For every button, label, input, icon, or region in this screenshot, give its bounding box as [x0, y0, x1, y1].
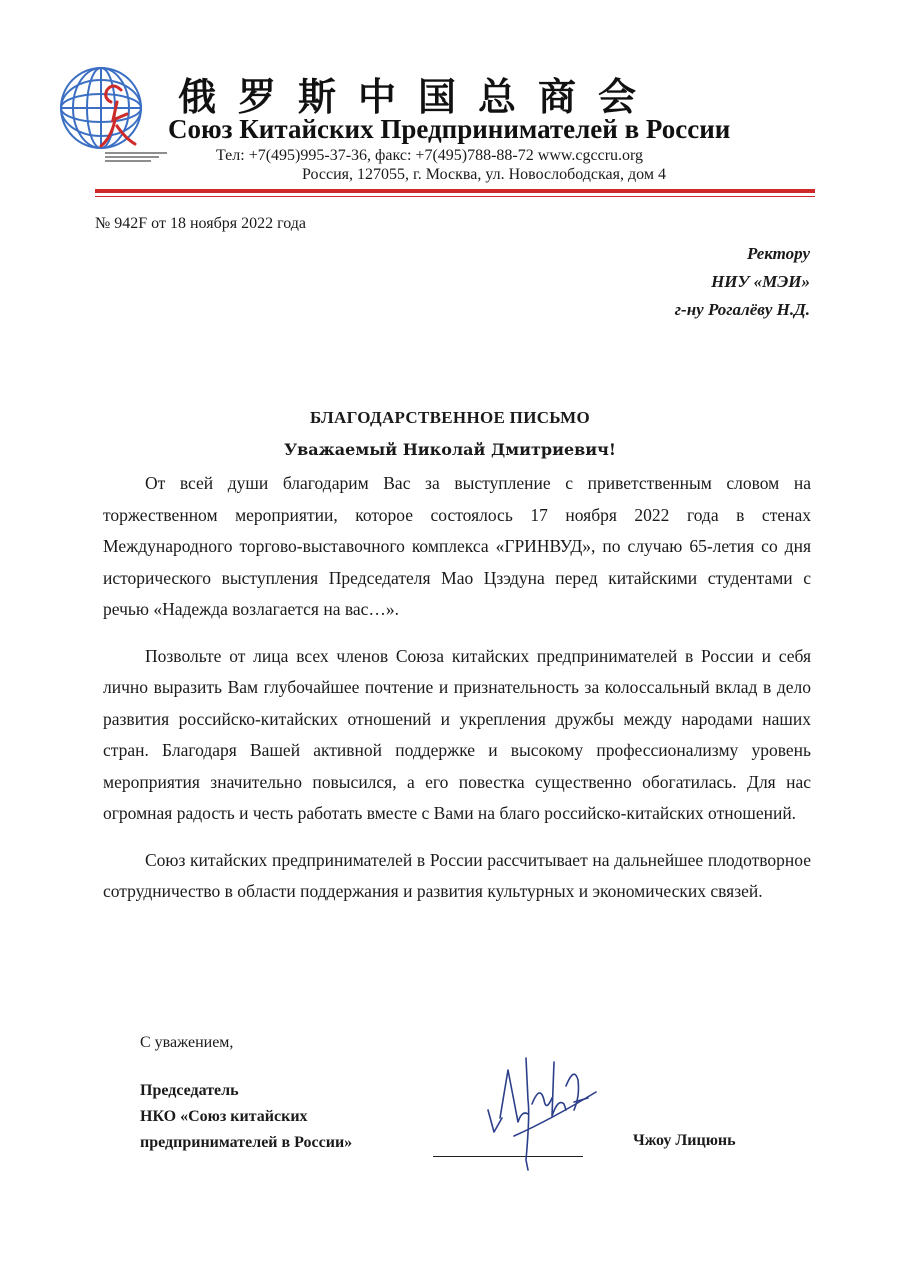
signer-name: Чжоу Лицюнь [633, 1132, 736, 1149]
letter-body [103, 468, 811, 923]
signatory-organization-line1: НКО «Союз китайских [140, 1108, 308, 1125]
contact-details: Тел: +7(495)995-37-36, факс: +7(495)788-88-72 www.cgccru.org [216, 147, 644, 164]
organization-name-russian: Союз Китайских Предпринимателей в России [168, 114, 731, 144]
body-paragraph: Позвольте от лица всех членов Союза китайских предпринимателей в России и себя лично выразить Вам глубочайшее почтение и признательность за колоссальный вклад в дело развития российско-китайских отношений и укрепления дружбы между народами наших стран. Благодаря Вашей активной поддержке и высокому профессионализму уровень мероприятия значительно повысился, а его повестка существенно обогатилась. Для нас огромная радость и честь работать вместе с Вами на благо российско-китайских отношений. [103, 645, 811, 823]
addressee-name: г-ну Рогалёву Н.Д. [674, 300, 810, 319]
addressee-block [675, 240, 810, 324]
body-paragraph: От всей души благодарим Вас за выступление с приветственным словом на торжественном мероприятии, которое состоялось 17 ноября 2022 года в стенах Международного торгово-выставочного комплекса «ГРИНВУД», по случаю 65-летия со дня исторического выступления Председателя Мао Цзэдуна перед китайскими студентами с речью «Надежда возлагается на вас…». [103, 473, 811, 619]
signatory-organization-line2: предпринимателей в России» [140, 1134, 353, 1151]
postal-address: Россия, 127055, г. Москва, ул. Новослободская, дом 4 [302, 166, 666, 183]
signatory-title: Председатель [140, 1082, 239, 1099]
organization-name-chinese: 俄罗斯中国总商会 [178, 74, 659, 119]
addressee-organization: НИУ «МЭИ» [711, 272, 810, 291]
letter-greeting: Уважаемый Николай Дмитриевич! [284, 440, 616, 459]
signatory-position [140, 1078, 352, 1156]
globe-emblem-icon [55, 60, 173, 164]
addressee-position: Ректору [746, 244, 810, 263]
letterhead-divider-thin [95, 196, 815, 197]
letter-title: БЛАГОДАРСТВЕННОЕ ПИСЬМО [309, 408, 591, 427]
letterhead-divider-thick [95, 189, 815, 193]
body-paragraph: Союз китайских предпринимателей в России рассчитывает на дальнейшее плодотворное сотрудничество в области поддержания и развития культурных и экономических связей. [103, 849, 811, 901]
closing-regards: С уважением, [140, 1034, 234, 1051]
document-reference: № 942F от 18 ноября 2022 года [95, 215, 307, 232]
handwritten-signature-icon [470, 1040, 620, 1180]
